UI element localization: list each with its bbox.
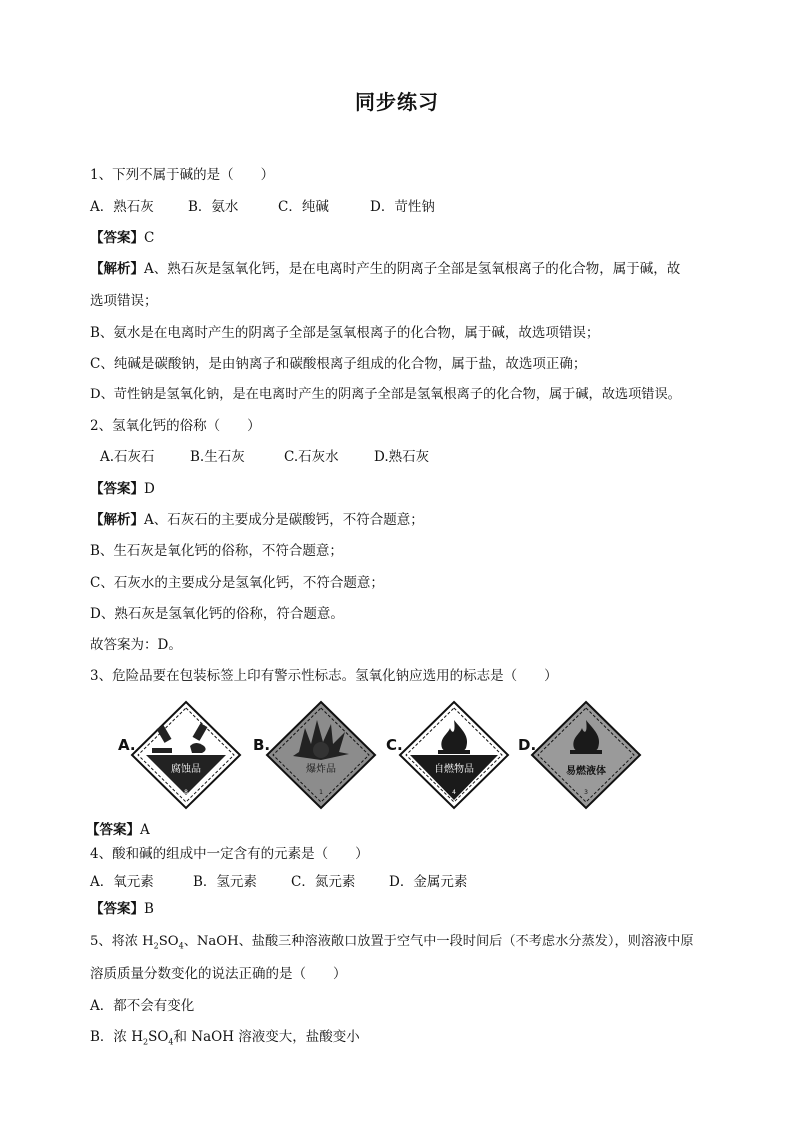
q5-stem-line-1 <box>90 933 694 956</box>
q1-option-c: C．纯碱 <box>278 199 329 215</box>
q2-stem: 2、氢氧化钙的俗称（ ） <box>90 418 261 434</box>
q3-answer <box>86 821 150 839</box>
q5-option-a: A．都不会有变化 <box>90 998 195 1014</box>
q4-option-b: B．氢元素 <box>193 874 257 890</box>
q2-analysis-5: 故答案为：D。 <box>90 637 182 653</box>
sign-letter: D. <box>518 736 537 754</box>
q1-option-b: B．氨水 <box>188 199 239 215</box>
q5-stem-part: 5、将浓 H <box>90 934 154 949</box>
q4-option-c: C．氮元素 <box>291 874 356 890</box>
q4-stem: 4、酸和碱的组成中一定含有的元素是（ ） <box>90 846 369 862</box>
answer-value: C <box>144 230 155 246</box>
combustible-sign-icon <box>392 700 510 810</box>
sign-option-d <box>518 700 628 810</box>
answer-value: D <box>144 481 155 497</box>
q5-option-part: SO <box>148 1029 169 1045</box>
sign-class-number: 8 <box>184 789 188 796</box>
q1-analysis-1 <box>90 260 680 278</box>
q5-option-b <box>90 1028 360 1052</box>
q1-options <box>90 198 435 216</box>
q2-options <box>100 448 429 466</box>
analysis-text: A、熟石灰是氢氧化钙，是在电离时产生的阴离子全部是氢氧根离子的化合物，属于碱，故 <box>144 261 681 277</box>
subscript: 4 <box>168 1037 174 1047</box>
q1-option-a: A．熟石灰 <box>90 199 154 215</box>
q4-option-a: A．氧元素 <box>90 874 154 890</box>
corrosive-sign-icon <box>124 700 242 810</box>
q2-analysis-2: B、生石灰是氧化钙的俗称，不符合题意； <box>90 543 343 559</box>
explosive-sign-icon <box>259 700 377 810</box>
sign-label: 爆炸品 <box>306 764 336 775</box>
q1-analysis-2: 选项错误； <box>90 293 158 309</box>
subscript: 2 <box>143 1037 149 1047</box>
hazard-signs <box>118 700 638 810</box>
q5-option-part: B．浓 H <box>90 1029 143 1045</box>
q3-stem: 3、危险品要在包装标签上印有警示性标志。氢氧化钠应选用的标志是（ ） <box>90 668 558 684</box>
q1-analysis-4: C、纯碱是碳酸钠，是由钠离子和碳酸根离子组成的化合物，属于盐，故选项正确； <box>90 356 587 372</box>
q4-option-d: D．金属元素 <box>389 874 468 890</box>
sign-label: 易燃液体 <box>566 766 606 777</box>
q5-stem-part: 、NaOH、盐酸三种溶液敞口放置于空气中一段时间后（不考虑水分蒸发），则溶液中原 <box>183 934 694 949</box>
q1-analysis-5: D、苛性钠是氢氧化钠，是在电离时产生的阴离子全部是氢氧根离子的化合物，属于碱，故选项错误。 <box>90 387 681 402</box>
q4-options <box>90 873 467 891</box>
sign-option-b <box>253 700 363 810</box>
sign-letter: A. <box>118 736 136 754</box>
q5-option-part: 和 NaOH 溶液变大，盐酸变小 <box>173 1029 360 1045</box>
q5-stem-part: SO <box>158 934 179 949</box>
sign-class-number: 3 <box>584 789 588 796</box>
answer-tag: 【答案】 <box>86 822 140 838</box>
answer-tag: 【答案】 <box>90 230 144 246</box>
subscript: 4 <box>178 941 184 951</box>
sign-label: 自燃物品 <box>434 764 474 775</box>
q2-option-b: B.生石灰 <box>190 449 245 465</box>
analysis-tag: 【解析】 <box>90 261 144 277</box>
sign-label: 腐蚀品 <box>171 764 201 775</box>
q5-stem-line-2: 溶质质量分数变化的说法正确的是（ ） <box>90 966 347 982</box>
q4-answer <box>90 900 154 918</box>
sign-option-a <box>118 700 228 810</box>
q1-stem: 1、下列不属于碱的是（ ） <box>90 167 275 183</box>
sign-letter: B. <box>253 736 271 754</box>
q2-option-d: D.熟石灰 <box>374 449 430 465</box>
subscript: 2 <box>153 941 159 951</box>
q2-option-c: C.石灰水 <box>284 449 339 465</box>
q2-analysis-1 <box>90 511 424 529</box>
q2-analysis-4: D、熟石灰是氢氧化钙的俗称，符合题意。 <box>90 606 344 622</box>
analysis-text: A、石灰石的主要成分是碳酸钙，不符合题意； <box>144 512 424 528</box>
sign-option-c <box>386 700 496 810</box>
q2-option-a: A.石灰石 <box>100 449 155 465</box>
q2-answer <box>90 480 155 498</box>
sign-letter: C. <box>386 736 403 754</box>
flammable-liquid-sign-icon <box>524 700 642 810</box>
answer-tag: 【答案】 <box>90 481 144 497</box>
q1-answer <box>90 229 154 247</box>
answer-value: B <box>144 901 154 917</box>
analysis-tag: 【解析】 <box>90 512 144 528</box>
answer-value: A <box>140 822 150 838</box>
sign-class-number: 1 <box>319 789 323 796</box>
q1-analysis-3: B、氨水是在电离时产生的阴离子全部是氢氧根离子的化合物，属于碱，故选项错误； <box>90 325 600 341</box>
page-title: 同步练习 <box>355 90 439 114</box>
q1-option-d: D．苛性钠 <box>370 199 435 215</box>
answer-tag: 【答案】 <box>90 901 144 917</box>
q2-analysis-3: C、石灰水的主要成分是氢氧化钙，不符合题意； <box>90 575 384 591</box>
sign-class-number: 4 <box>452 789 456 796</box>
